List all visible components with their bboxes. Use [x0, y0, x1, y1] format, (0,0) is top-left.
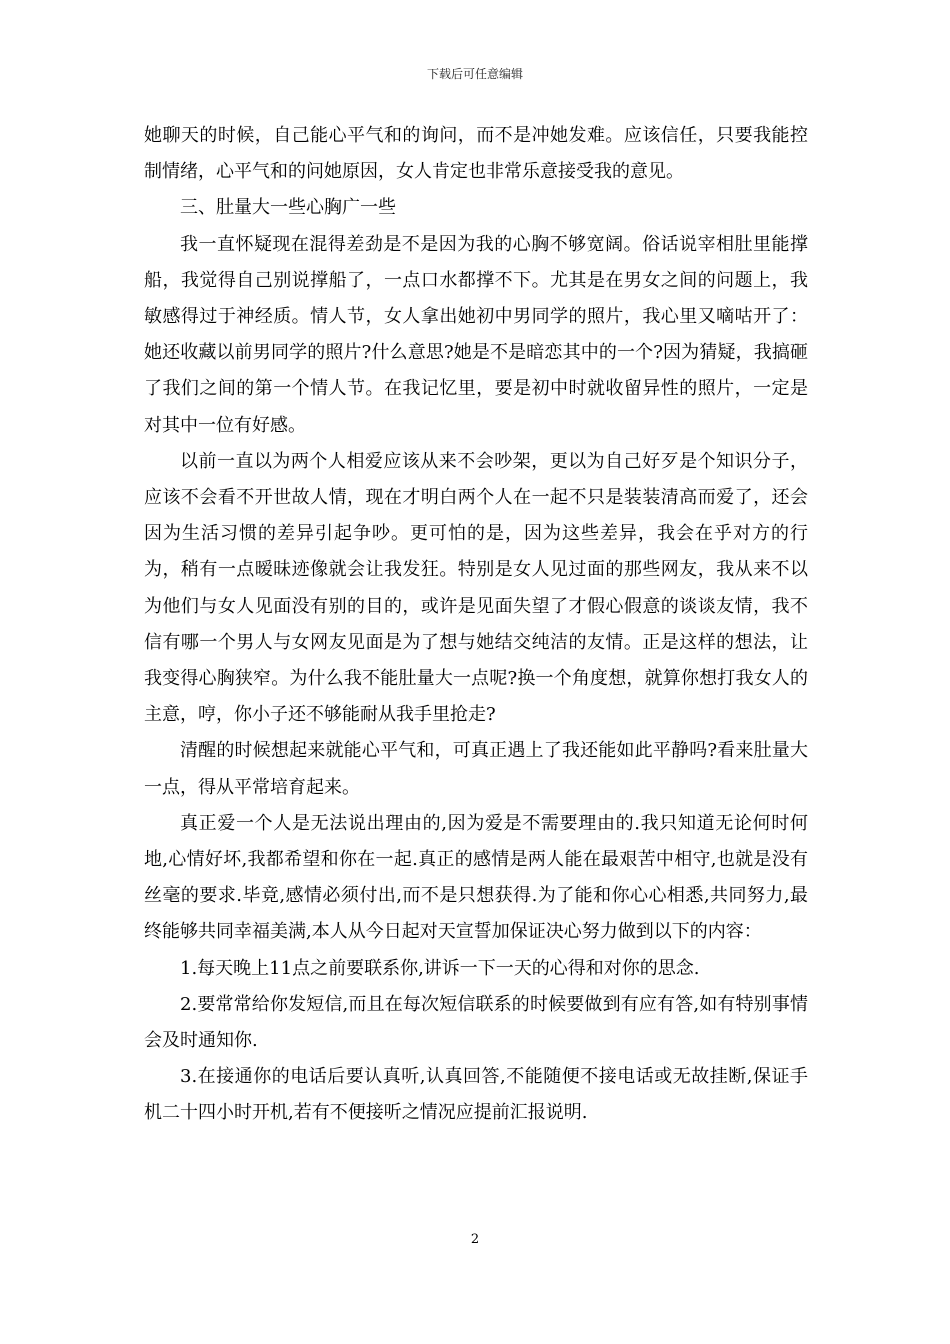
- paragraph: 清醒的时候想起来就能心平气和，可真正遇上了我还能如此平静吗?看来肚量大一点，得从平常培育起来。: [144, 740, 808, 798]
- paragraph: 以前一直以为两个人相爱应该从来不会吵架，更以为自己好歹是个知识分子，应该不会看不开世故人情，现在才明白两个人在一起不只是装装清高而爱了，还会因为生活习惯的差异引起争吵。更可怕的是，因为这些差异，我会在乎对方的行为，稍有一点暧昧迹像就会让我发狂。特别是女人见过面的那些网友，我从来不以为他们与女人见面没有别的目的，或许是见面失望了才假心假意的谈谈友情，我不信有哪一个男人与女网友见面是为了想与她结交纯洁的友情。正是这样的想法，让我变得心胸狭窄。为什么我不能肚量大一点呢?换一个角度想，就算你想打我女人的主意，哼，你小子还不够能耐从我手里抢走?: [144, 450, 808, 726]
- page-header: 下载后可任意编辑: [426, 67, 523, 81]
- section-heading: 三、肚量大一些心胸广一些: [180, 197, 396, 219]
- paragraph: 真正爱一个人是无法说出理由的,因为爱是不需要理由的.我只知道无论何时何地,心情好坏,我都希望和你在一起.真正的感情是两人能在最艰苦中相守,也就是没有丝毫的要求.毕竟,感情必须付出,而不是只想获得.为了能和你心心相悉,共同努力,最终能够共同幸福美满,本人从今日起对天宣誓加保证决心努力做到以下的内容：: [144, 812, 808, 943]
- page-number: 2: [470, 1232, 480, 1247]
- list-item: 2.要常常给你发短信,而且在每次短信联系的时候要做到有应有答,如有特别事情会及时通知你.: [144, 993, 808, 1052]
- paragraph-continued: 她聊天的时候，自己能心平气和的询问，而不是冲她发难。应该信任，只要我能控制情绪，心平气和的问她原因，女人肯定也非常乐意接受我的意见。: [144, 125, 808, 183]
- list-item: 1.每天晚上11点之前要联系你,讲诉一下一天的心得和对你的思念.: [180, 957, 700, 979]
- list-item: 3.在接通你的电话后要认真听,认真回答,不能随便不接电话或无故挂断,保证手机二十四小时开机,若有不便接听之情况应提前汇报说明.: [144, 1066, 808, 1124]
- paragraph: 我一直怀疑现在混得差劲是不是因为我的心胸不够宽阔。俗话说宰相肚里能撑船，我觉得自己别说撑船了，一点口水都撑不下。尤其是在男女之间的问题上，我敏感得过于神经质。情人节，女人拿出她初中男同学的照片，我心里又嘀咕开了：她还收藏以前男同学的照片?什么意思?她是不是暗恋其中的一个?因为猜疑，我搞砸了我们之间的第一个情人节。在我记忆里，要是初中时就收留异性的照片，一定是对其中一位有好感。: [144, 233, 808, 436]
- document-body: [144, 118, 808, 1132]
